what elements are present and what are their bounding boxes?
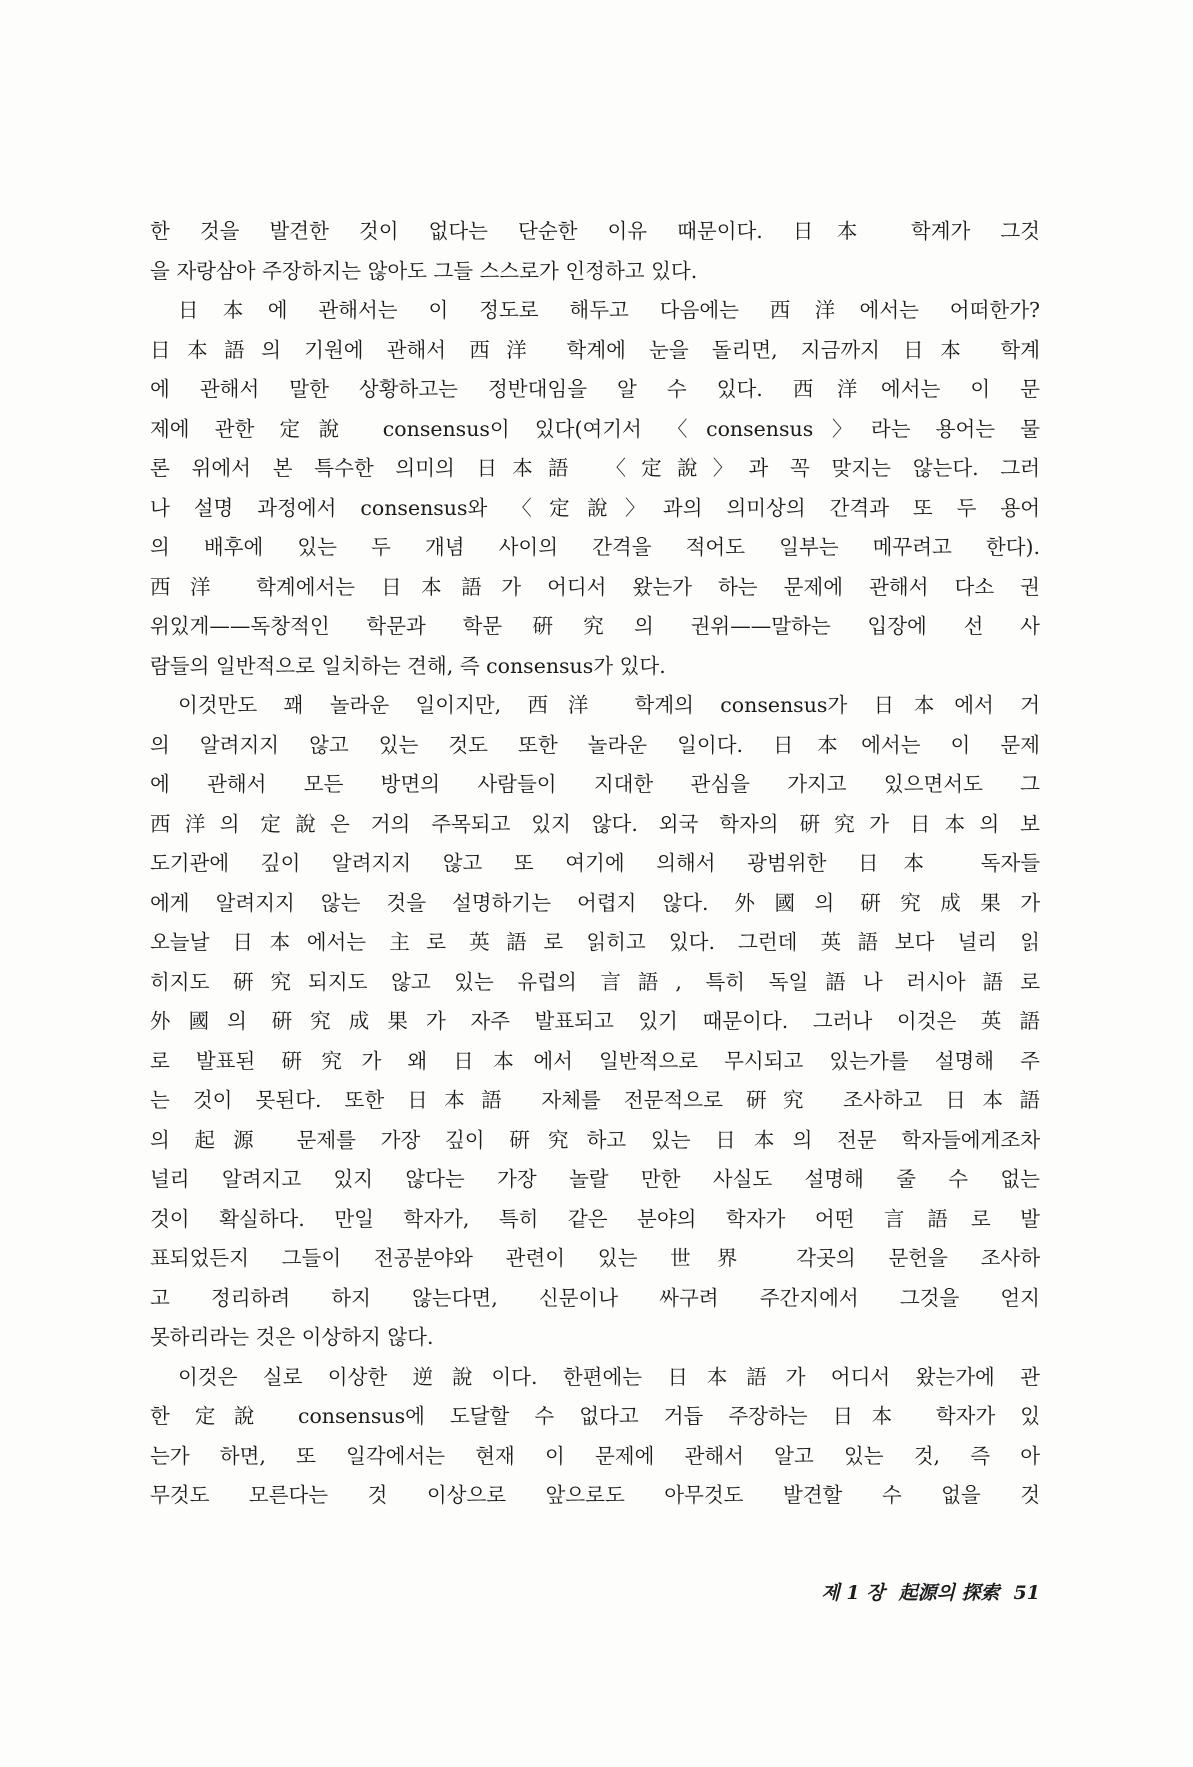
text-line: 에 관해서 말한 상황하고는 정반대임을 알 수 있다. 西洋에서는 이 문 [150,377,1040,401]
text-line: 것이 확실하다. 만일 학자가, 특히 같은 분야의 학자가 어떤 言語로 발 [150,1206,1040,1231]
text-line: 무것도 모른다는 것 이상으로 앞으로도 아무것도 발견할 수 없을 것 [150,1483,1040,1507]
text-line: 람들의 일반적으로 일치하는 견해, 즉 consensus가 있다. [150,653,666,678]
text-line: 론 위에서 본 특수한 의미의 日本語 〈定說〉과 꼭 맞지는 않는다. 그러 [150,456,1040,480]
page-number: 51 [1013,1582,1040,1604]
text-line: 표되었든지 그들이 전공분야와 관련이 있는 世界 각곳의 문헌을 조사하 [150,1246,1040,1270]
text-line: 못하리라는 것은 이상하지 않다. [150,1325,434,1349]
text-line: 에 관해서 모든 방면의 사람들이 지대한 관심을 가지고 있으면서도 그 [150,772,1040,796]
text-line: 제에 관한 定說 consensus이 있다(여기서 〈consensus〉라는 용어는 물 [150,416,1040,441]
text-line: 의 배후에 있는 두 개념 사이의 간격을 적어도 일부는 메꾸려고 한다). [150,535,1040,559]
text-line: 히지도 硏究되지도 않고 있는 유럽의 言語, 특히 독일語나 러시아語로 [150,969,1040,994]
text-line: 고 정리하려 하지 않는다면, 신문이나 싸구려 주간지에서 그것을 얻지 [150,1285,1040,1310]
text-line: 나 설명 과정에서 consensus와 〈定說〉과의 의미상의 간격과 또 두 용어 [150,495,1040,520]
text-line: 의 起源 문제를 가장 깊이 硏究하고 있는 日本의 전문 학자들에게조차 [150,1127,1040,1152]
text-line: 外國의 硏究成果가 자주 발표되고 있기 때문이다. 그러나 이것은 英語 [150,1009,1040,1033]
text-line: 널리 알려지고 있지 않다는 가장 놀랄 만한 사실도 설명해 줄 수 없는 [150,1167,1040,1191]
text-line: 의 알려지지 않고 있는 것도 또한 놀라운 일이다. 日本에서는 이 문제 [150,732,1040,757]
chapter-title: 起源의 探索 [898,1582,1000,1604]
text-line: 이것만도 꽤 놀라운 일이지만, 西洋 학계의 consensus가 日本에서 거 [178,693,1040,717]
text-line: 에게 알려지지 않는 것을 설명하기는 어렵지 않다. 外國의 硏究成果가 [150,890,1040,915]
text-line: 이것은 실로 이상한 逆說이다. 한편에는 日本語가 어디서 왔는가에 관 [178,1364,1040,1389]
text-line: 오늘날 日本에서는 主로 英語로 읽히고 있다. 그런데 英語보다 널리 읽 [150,930,1040,954]
text-line: 한 것을 발견한 것이 없다는 단순한 이유 때문이다. 日本 학계가 그것 [150,219,1040,243]
text-line: 日本語의 기원에 관해서 西洋 학계에 눈을 돌리면, 지금까지 日本 학계 [150,337,1040,362]
text-line: 도기관에 깊이 알려지지 않고 또 여기에 의해서 광범위한 日本 독자들 [150,851,1040,875]
running-footer [700,1578,1040,1605]
text-line: 日本에 관해서는 이 정도로 해두고 다음에는 西洋에서는 어떠한가? [178,298,1040,322]
body-text [150,212,1040,1516]
text-line: 는가 하면, 또 일각에서는 현재 이 문제에 관해서 알고 있는 것, 즉 아 [150,1443,1040,1468]
text-line: 한 定說 consensus에 도달할 수 없다고 거듭 주장하는 日本 학자가 있 [150,1404,1040,1428]
chapter-label: 제 1 장 [821,1582,885,1604]
text-line: 西洋 학계에서는 日本語가 어디서 왔는가 하는 문제에 관해서 다소 권 [150,574,1040,599]
text-line: 는 것이 못된다. 또한 日本語 자체를 전문적으로 硏究 조사하고 日本語 [150,1088,1040,1112]
text-line: 西洋의 定說은 거의 주목되고 있지 않다. 외국 학자의 硏究가 日本의 보 [150,811,1040,836]
text-line: 위있게——독창적인 학문과 학문硏究의 권위——말하는 입장에 선 사 [150,614,1040,638]
text-line: 로 발표된 硏究가 왜 日本에서 일반적으로 무시되고 있는가를 설명해 주 [150,1048,1040,1073]
text-line: 을 자랑삼아 주장하지는 않아도 그들 스스로가 인정하고 있다. [150,258,698,283]
